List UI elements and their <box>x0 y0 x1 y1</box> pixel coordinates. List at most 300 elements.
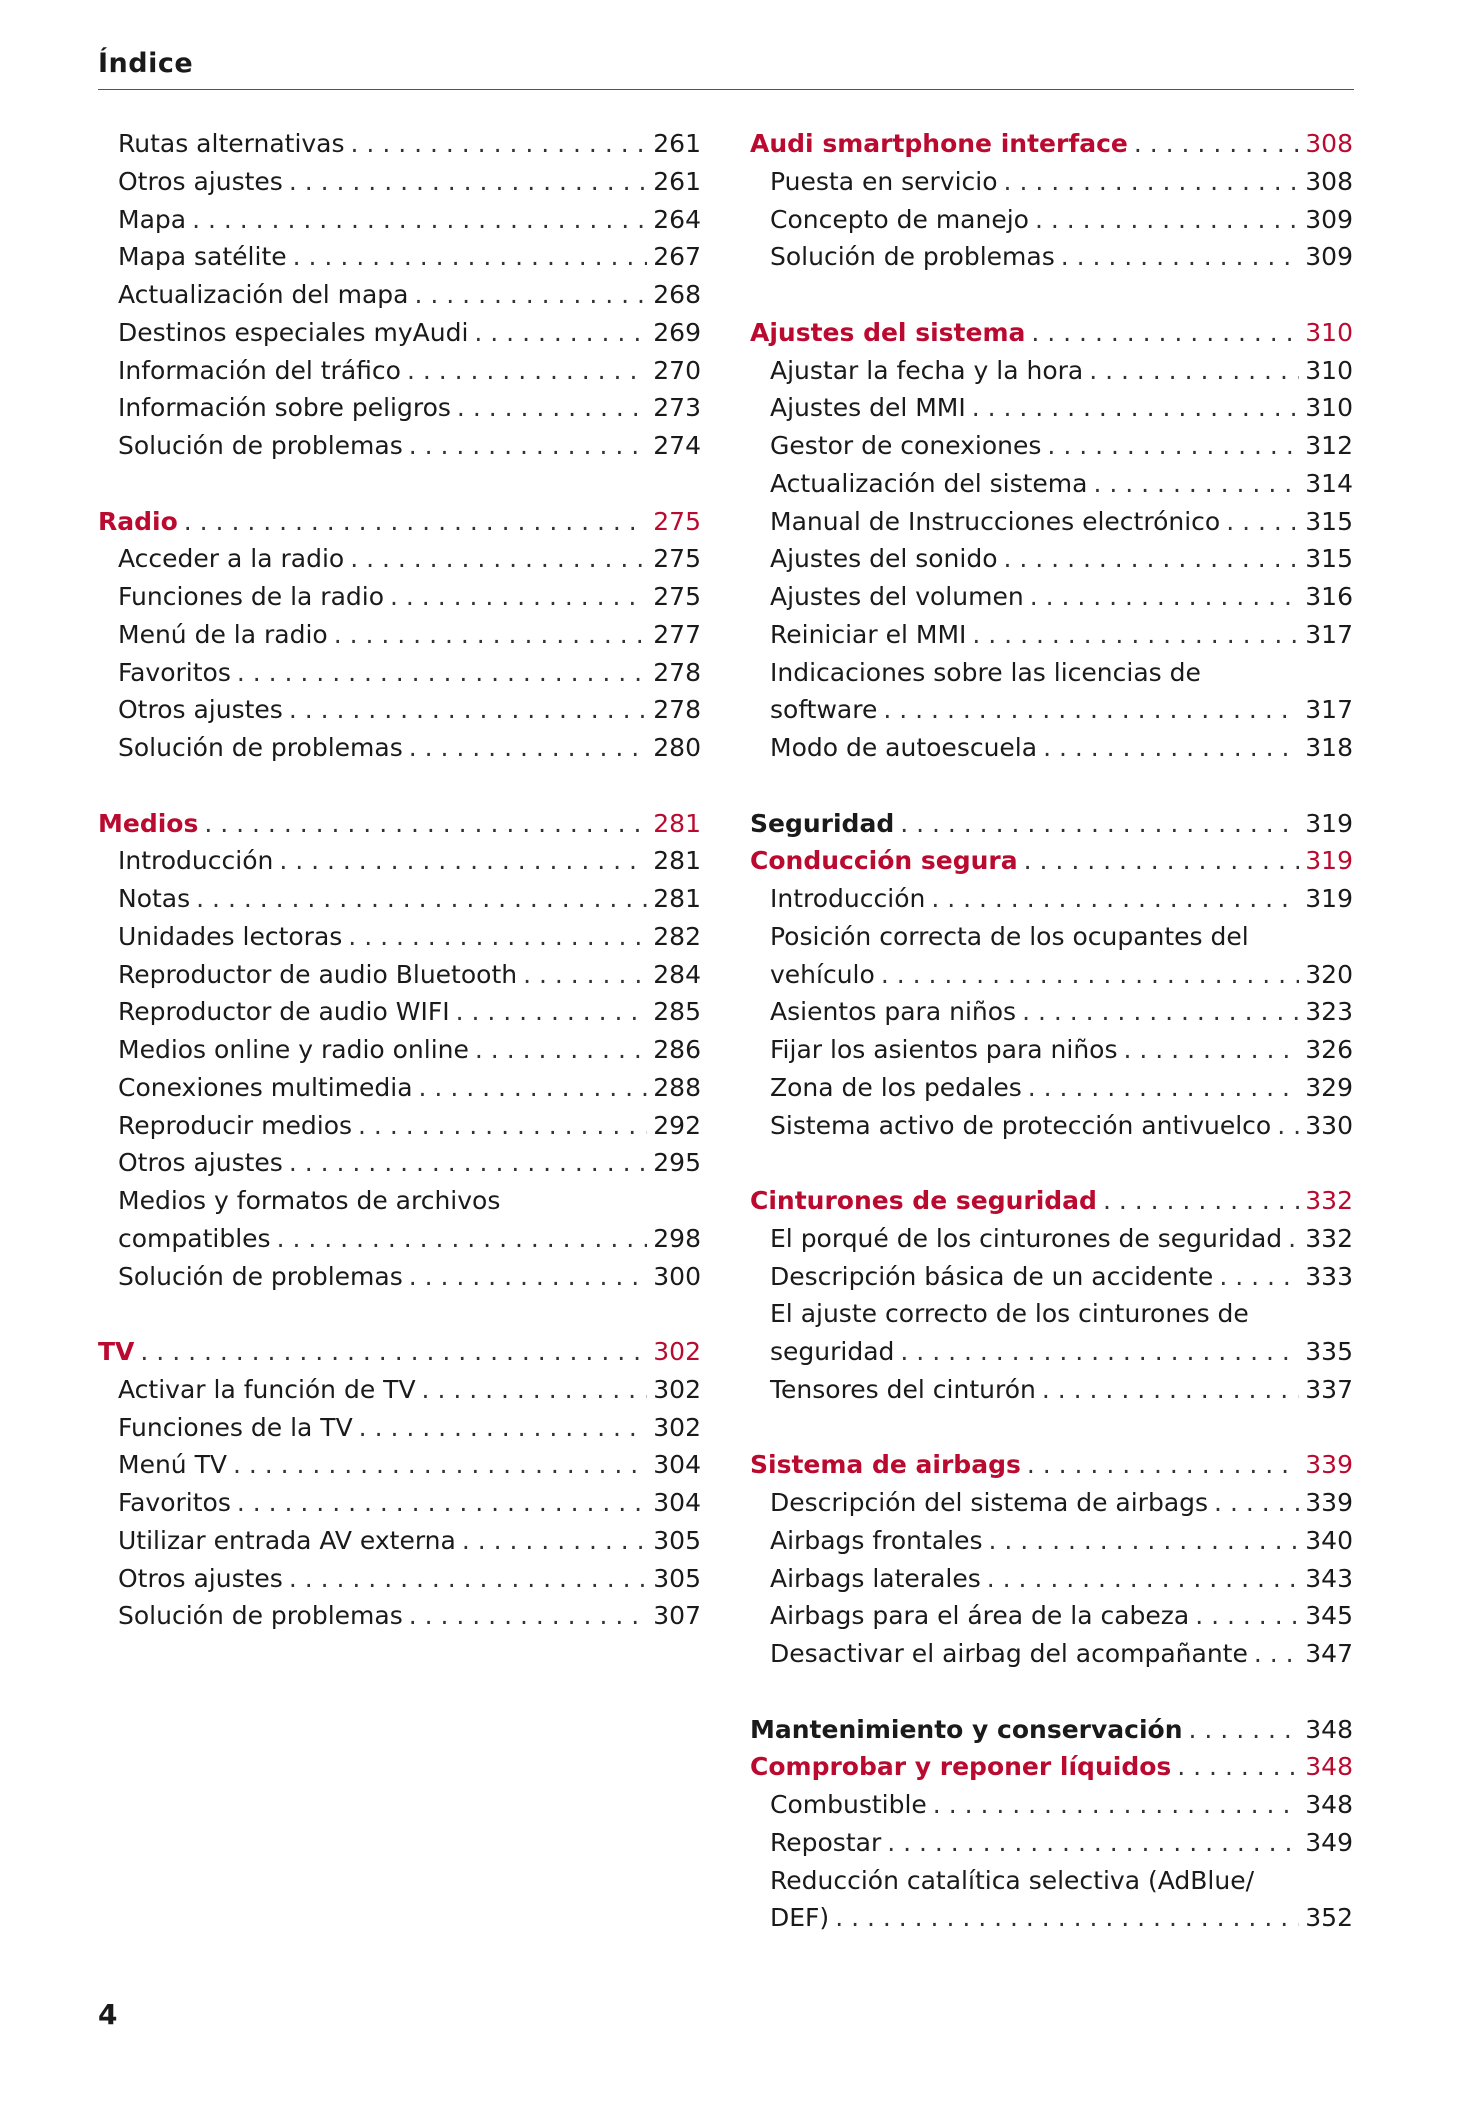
toc-entry[interactable] <box>98 238 701 276</box>
toc-page-number: 319 <box>1305 808 1353 838</box>
dot-leader <box>1042 1371 1299 1409</box>
toc-entry[interactable] <box>98 1371 701 1409</box>
toc-entry[interactable] <box>750 163 1353 201</box>
toc-entry[interactable] <box>98 1069 701 1107</box>
toc-page-number: 352 <box>1305 1903 1353 1933</box>
toc-page-number: 302 <box>653 1374 701 1404</box>
dot-leader <box>409 1258 647 1296</box>
toc-page-number: 323 <box>1305 997 1353 1027</box>
toc-chapter-entry[interactable] <box>98 805 701 843</box>
dot-leader <box>350 540 647 578</box>
toc-page-number: 349 <box>1305 1827 1353 1857</box>
toc-page-number: 339 <box>1305 1450 1353 1480</box>
dot-leader <box>409 729 647 767</box>
toc-entry-title: Descripción del sistema de airbags <box>770 1488 1209 1517</box>
toc-entry[interactable] <box>98 1560 701 1598</box>
dot-leader <box>1061 238 1299 276</box>
toc-entry-title: Mapa satélite <box>118 242 287 272</box>
toc-page-number: 335 <box>1305 1337 1353 1366</box>
spacer <box>98 767 701 805</box>
toc-entry-line[interactable] <box>750 1295 1353 1333</box>
toc-chapter-entry[interactable] <box>750 125 1353 163</box>
toc-entry[interactable] <box>98 691 701 729</box>
spacer <box>750 1409 1353 1447</box>
dot-leader <box>422 1371 647 1409</box>
toc-chapter-entry[interactable] <box>750 1182 1353 1220</box>
spacer <box>750 767 1353 805</box>
dot-leader <box>835 1899 1299 1937</box>
toc-entry[interactable] <box>98 842 701 880</box>
toc-entry[interactable] <box>98 1107 701 1145</box>
toc-entry[interactable] <box>98 1031 701 1069</box>
toc-entry-title: Ajustar la fecha y la hora <box>770 355 1084 385</box>
toc-page-number: 329 <box>1305 1072 1353 1102</box>
toc-entry-title: Favoritos <box>118 1488 231 1517</box>
toc-entry-title: Funciones de la radio <box>118 582 385 611</box>
toc-entry-title: Introducción <box>770 884 926 913</box>
toc-page-number: 281 <box>653 846 701 876</box>
toc-page-number: 317 <box>1305 695 1353 725</box>
toc-page-number: 261 <box>653 129 701 158</box>
toc-entry-title: Concepto de manejo <box>770 204 1029 234</box>
toc-entry-title: Otros ajustes <box>118 695 283 725</box>
toc-entry[interactable] <box>750 1522 1353 1560</box>
toc-entry[interactable] <box>98 956 701 994</box>
toc-entry[interactable] <box>750 1484 1353 1522</box>
toc-page-number: 309 <box>1305 242 1353 272</box>
dot-leader <box>462 1522 647 1560</box>
toc-entry-title: Introducción <box>118 846 274 876</box>
toc-chapter-entry[interactable] <box>750 1446 1353 1484</box>
toc-page-number: 340 <box>1305 1525 1353 1555</box>
toc-page-number: 309 <box>1305 204 1353 234</box>
dot-leader <box>419 1069 647 1107</box>
toc-chapter-entry[interactable] <box>98 503 701 541</box>
dot-leader <box>1089 352 1299 390</box>
dot-leader <box>1004 540 1300 578</box>
toc-page-number: 347 <box>1305 1639 1353 1668</box>
toc-entry-title: Solución de problemas <box>118 431 403 460</box>
toc-entry-title: Menú de la radio <box>118 619 328 649</box>
dot-leader <box>1093 465 1299 503</box>
dot-leader <box>390 578 647 616</box>
dot-leader <box>987 1560 1299 1598</box>
toc-entry[interactable] <box>750 993 1353 1031</box>
toc-entry[interactable] <box>98 1597 701 1635</box>
toc-page-number: 326 <box>1305 1035 1353 1064</box>
toc-column-right <box>750 125 1353 1937</box>
toc-page-number: 343 <box>1305 1563 1353 1593</box>
dot-leader <box>1189 1711 1299 1749</box>
toc-page-number: 319 <box>1305 884 1353 913</box>
toc-entry-title: Destinos especiales myAudi <box>118 317 469 347</box>
toc-entry-title: Ajustes del MMI <box>770 393 966 423</box>
toc-entry[interactable] <box>98 578 701 616</box>
toc-entry[interactable] <box>98 1409 701 1447</box>
toc-page-number: 310 <box>1305 393 1353 423</box>
toc-page-number: 305 <box>653 1563 701 1593</box>
dot-leader <box>900 805 1299 843</box>
toc-entry[interactable] <box>750 1069 1353 1107</box>
toc-page-number: 348 <box>1305 1790 1353 1819</box>
toc-entry-title: Desactivar el airbag del acompañante <box>770 1639 1248 1668</box>
spacer <box>750 276 1353 314</box>
toc-entry[interactable] <box>98 427 701 465</box>
dot-leader <box>204 805 647 843</box>
toc-entry-title: El ajuste correcto de los cinturones de <box>770 1299 1249 1329</box>
dot-leader <box>289 163 647 201</box>
toc-entry-title: Reproducir medios <box>118 1110 353 1140</box>
toc-entry[interactable] <box>98 163 701 201</box>
toc-page-number: 281 <box>653 808 701 838</box>
toc-section-entry[interactable] <box>750 805 1353 843</box>
toc-entry-title: Medios online y radio online <box>118 1035 469 1064</box>
dot-leader <box>334 616 647 654</box>
toc-entry-title: Otros ajustes <box>118 1563 283 1593</box>
toc-page-number: 277 <box>653 619 701 649</box>
toc-page-number: 312 <box>1305 431 1353 460</box>
dot-leader <box>887 1824 1299 1862</box>
toc-page-number: 282 <box>653 921 701 951</box>
dot-leader <box>196 880 647 918</box>
toc-entry[interactable] <box>750 352 1353 390</box>
dot-leader <box>1277 1107 1299 1145</box>
toc-entry[interactable] <box>750 1560 1353 1598</box>
toc-entry-title: Mapa <box>118 204 187 234</box>
toc-page-number: 278 <box>653 657 701 687</box>
toc-page-number: 310 <box>1305 317 1353 347</box>
dot-leader <box>1031 314 1299 352</box>
toc-entry-title: Airbags frontales <box>770 1525 983 1555</box>
dot-leader <box>289 1144 647 1182</box>
dot-leader <box>233 1446 647 1484</box>
dot-leader <box>289 691 647 729</box>
dot-leader <box>279 842 647 880</box>
toc-entry-title: Manual de Instrucciones electrónico <box>770 506 1221 536</box>
toc-entry-line[interactable] <box>750 1862 1353 1900</box>
dot-leader <box>348 918 647 956</box>
dot-leader <box>972 616 1299 654</box>
dot-leader <box>1022 993 1299 1031</box>
toc-page-number: 300 <box>653 1261 701 1291</box>
toc-page-number: 304 <box>653 1450 701 1480</box>
toc-entry[interactable] <box>98 125 701 163</box>
toc-page-number: 330 <box>1305 1110 1353 1140</box>
toc-chapter-entry[interactable] <box>750 1748 1353 1786</box>
toc-page-number: 264 <box>653 204 701 234</box>
toc-entry[interactable] <box>98 1446 701 1484</box>
toc-entry[interactable] <box>750 201 1353 239</box>
toc-entry-title: Reproductor de audio WIFI <box>118 997 450 1027</box>
toc-entry[interactable] <box>750 1786 1353 1824</box>
dot-leader <box>881 956 1299 994</box>
toc-entry-title: TV <box>98 1337 135 1366</box>
dot-leader <box>184 503 647 541</box>
toc-page-number: 332 <box>1305 1223 1353 1253</box>
toc-section-entry[interactable] <box>750 1711 1353 1749</box>
toc-entry-line[interactable] <box>98 1182 701 1220</box>
toc-chapter-entry[interactable] <box>98 1333 701 1371</box>
dot-leader <box>409 1597 647 1635</box>
toc-page-number: 308 <box>1305 166 1353 196</box>
dot-leader <box>237 1484 647 1522</box>
toc-entry-line[interactable] <box>750 918 1353 956</box>
dot-leader <box>523 956 647 994</box>
toc-entry[interactable] <box>750 1824 1353 1862</box>
dot-leader <box>900 1333 1299 1371</box>
toc-entry-title: Fijar los asientos para niños <box>770 1035 1118 1064</box>
toc-entry-title: Solución de problemas <box>118 1601 403 1631</box>
toc-entry-title: compatibles <box>118 1223 271 1253</box>
toc-entry[interactable] <box>98 654 701 692</box>
toc-entry[interactable] <box>98 201 701 239</box>
toc-entry-title: Solución de problemas <box>118 1261 403 1291</box>
toc-entry[interactable] <box>750 1333 1353 1371</box>
toc-entry-title: Puesta en servicio <box>770 166 998 196</box>
toc-page-number: 315 <box>1305 506 1353 536</box>
dot-leader <box>933 1786 1299 1824</box>
toc-page-number: 280 <box>653 733 701 762</box>
dot-leader <box>1226 503 1299 541</box>
toc-page-number: 298 <box>653 1223 701 1253</box>
toc-entry-title: Información sobre peligros <box>118 393 451 423</box>
toc-entry-title: Actualización del sistema <box>770 468 1088 498</box>
toc-entry[interactable] <box>750 389 1353 427</box>
toc-page-number: 284 <box>653 959 701 989</box>
toc-entry-title: Reducción catalítica selectiva (AdBlue/ <box>770 1865 1255 1895</box>
toc-entry[interactable] <box>750 1635 1353 1673</box>
toc-page-number: 302 <box>653 1412 701 1442</box>
toc-entry[interactable] <box>98 918 701 956</box>
dot-leader <box>1134 125 1299 163</box>
toc-page-number: 295 <box>653 1148 701 1178</box>
toc-page-number: 333 <box>1305 1261 1353 1291</box>
toc-entry-title: Sistema de airbags <box>750 1450 1021 1480</box>
toc-entry-title: Unidades lectoras <box>118 921 343 951</box>
toc-page-number: 305 <box>653 1525 701 1555</box>
spacer <box>98 465 701 503</box>
toc-page-number: 348 <box>1305 1752 1353 1782</box>
dot-leader <box>1024 842 1299 880</box>
toc-entry[interactable] <box>98 276 701 314</box>
toc-entry[interactable] <box>750 956 1353 994</box>
toc-entry-title: Gestor de conexiones <box>770 431 1042 460</box>
toc-page-number: 332 <box>1305 1186 1353 1215</box>
toc-page-number: 268 <box>653 280 701 309</box>
toc-page-number: 339 <box>1305 1488 1353 1517</box>
toc-entry[interactable] <box>750 503 1353 541</box>
toc-entry[interactable] <box>98 1220 701 1258</box>
toc-page-number: 288 <box>653 1072 701 1102</box>
toc-page-number: 275 <box>653 544 701 574</box>
toc-entry[interactable] <box>750 880 1353 918</box>
dot-leader <box>1288 1220 1299 1258</box>
toc-entry-title: Seguridad <box>750 808 895 838</box>
toc-entry-title: Sistema activo de protección antivuelco <box>770 1110 1272 1140</box>
toc-entry[interactable] <box>750 729 1353 767</box>
toc-entry-title: Favoritos <box>118 657 231 687</box>
toc-entry-title: Modo de autoescuela <box>770 733 1038 762</box>
toc-entry-title: Ajustes del sistema <box>750 317 1026 347</box>
toc-page-number: 270 <box>653 355 701 385</box>
spacer <box>98 1295 701 1333</box>
toc-page-number: 285 <box>653 997 701 1027</box>
toc-entry-title: Notas <box>118 884 191 913</box>
dot-leader <box>457 389 647 427</box>
toc-page-number: 314 <box>1305 468 1353 498</box>
dot-leader <box>409 427 647 465</box>
toc-entry-title: El porqué de los cinturones de seguridad <box>770 1223 1283 1253</box>
toc-entry[interactable] <box>750 540 1353 578</box>
toc-entry-title: Descripción básica de un accidente <box>770 1261 1214 1291</box>
dot-leader <box>1124 1031 1300 1069</box>
toc-entry[interactable] <box>98 314 701 352</box>
toc-entry[interactable] <box>750 1258 1353 1296</box>
dot-leader <box>192 201 647 239</box>
toc-entry-title: Otros ajustes <box>118 166 283 196</box>
dot-leader <box>931 880 1299 918</box>
dot-leader <box>1195 1597 1299 1635</box>
toc-entry[interactable] <box>98 1484 701 1522</box>
toc-entry-title: Acceder a la radio <box>118 544 345 574</box>
toc-page-number: 261 <box>653 166 701 196</box>
toc-page-number: 319 <box>1305 846 1353 876</box>
page-number: 4 <box>98 1998 118 2031</box>
toc-entry-title: Combustible <box>770 1790 927 1819</box>
toc-entry[interactable] <box>750 465 1353 503</box>
dot-leader <box>140 1333 647 1371</box>
toc-entry-title: Actualización del mapa <box>118 280 409 309</box>
dot-leader <box>293 238 647 276</box>
dot-leader <box>1219 1258 1299 1296</box>
toc-entry-title: Tensores del cinturón <box>770 1374 1036 1404</box>
dot-leader <box>289 1560 647 1598</box>
toc-entry[interactable] <box>750 427 1353 465</box>
toc-entry-title: software <box>770 695 878 725</box>
dot-leader <box>1030 578 1299 616</box>
dot-leader <box>456 993 647 1031</box>
toc-entry-title: Reiniciar el MMI <box>770 619 967 649</box>
toc-chapter-entry[interactable] <box>750 842 1353 880</box>
toc-entry[interactable] <box>750 1031 1353 1069</box>
dot-leader <box>237 654 647 692</box>
dot-leader <box>1103 1182 1299 1220</box>
toc-entry[interactable] <box>750 1220 1353 1258</box>
toc-entry-title: Conexiones multimedia <box>118 1072 413 1102</box>
toc-entry[interactable] <box>98 540 701 578</box>
toc-page-number: 320 <box>1305 959 1353 989</box>
dot-leader <box>989 1522 1300 1560</box>
toc-entry-title: Información del tráfico <box>118 355 401 385</box>
toc-entry[interactable] <box>750 1107 1353 1145</box>
toc-entry-title: Posición correcta de los ocupantes del <box>770 921 1249 951</box>
toc-entry-title: Rutas alternativas <box>118 129 345 158</box>
toc-page-number: 307 <box>653 1601 701 1631</box>
toc-entry-title: Ajustes del sonido <box>770 544 998 574</box>
toc-entry[interactable] <box>98 1258 701 1296</box>
toc-page-number: 315 <box>1305 544 1353 574</box>
toc-entry-title: Activar la función de TV <box>118 1374 416 1404</box>
toc-entry[interactable] <box>750 1899 1353 1937</box>
toc-entry[interactable] <box>750 691 1353 729</box>
toc-page-number: 318 <box>1305 733 1353 762</box>
toc-page-number: 310 <box>1305 355 1353 385</box>
toc-entry-line[interactable] <box>750 654 1353 692</box>
toc-entry[interactable] <box>750 1371 1353 1409</box>
toc-entry[interactable] <box>98 616 701 654</box>
toc-entry[interactable] <box>98 993 701 1031</box>
toc-page-number: 269 <box>653 317 701 347</box>
toc-page-number: 267 <box>653 242 701 272</box>
dot-leader <box>474 314 647 352</box>
toc-entry-title: Cinturones de seguridad <box>750 1186 1097 1215</box>
toc-page-number: 281 <box>653 884 701 913</box>
toc-entry-title: Utilizar entrada AV externa <box>118 1525 456 1555</box>
toc-entry-title: Conducción segura <box>750 846 1018 876</box>
toc-page-number: 273 <box>653 393 701 423</box>
toc-entry-title: Zona de los pedales <box>770 1072 1022 1102</box>
dot-leader <box>351 125 647 163</box>
toc-entry[interactable] <box>750 616 1353 654</box>
toc-entry[interactable] <box>750 238 1353 276</box>
toc-entry-title: Audi smartphone interface <box>750 129 1128 158</box>
toc-page-number: 337 <box>1305 1374 1353 1404</box>
toc-entry-title: DEF) <box>770 1903 830 1933</box>
toc-page-number: 278 <box>653 695 701 725</box>
dot-leader <box>972 389 1299 427</box>
toc-entry[interactable] <box>750 578 1353 616</box>
toc-entry[interactable] <box>750 1597 1353 1635</box>
spacer <box>750 1144 1353 1182</box>
toc-entry-title: Asientos para niños <box>770 997 1017 1027</box>
toc-page-number: 304 <box>653 1488 701 1517</box>
toc-entry-title: Radio <box>98 506 178 536</box>
toc-entry-title: seguridad <box>770 1337 895 1366</box>
toc-entry-title: Solución de problemas <box>770 242 1055 272</box>
toc-page-number: 345 <box>1305 1601 1353 1631</box>
dot-leader <box>407 352 647 390</box>
toc-entry[interactable] <box>98 729 701 767</box>
toc-entry[interactable] <box>98 1522 701 1560</box>
toc-entry-title: Funciones de la TV <box>118 1412 353 1442</box>
dot-leader <box>1254 1635 1299 1673</box>
dot-leader <box>1177 1748 1299 1786</box>
dot-leader <box>358 1107 647 1145</box>
toc-page-number: 286 <box>653 1035 701 1064</box>
toc-page-number: 275 <box>653 506 701 536</box>
toc-entry-title: vehículo <box>770 959 875 989</box>
toc-entry[interactable] <box>98 352 701 390</box>
toc-entry-title: Solución de problemas <box>118 733 403 762</box>
toc-entry-title: Comprobar y reponer líquidos <box>750 1752 1172 1782</box>
toc-page-number: 348 <box>1305 1714 1353 1744</box>
toc-entry-title: Airbags laterales <box>770 1563 981 1593</box>
dot-leader <box>1027 1446 1299 1484</box>
toc-entry[interactable] <box>98 389 701 427</box>
toc-page-number: 292 <box>653 1110 701 1140</box>
toc-entry[interactable] <box>98 880 701 918</box>
dot-leader <box>1043 729 1299 767</box>
toc-entry[interactable] <box>98 1144 701 1182</box>
toc-page-number: 316 <box>1305 582 1353 611</box>
dot-leader <box>1028 1069 1299 1107</box>
toc-chapter-entry[interactable] <box>750 314 1353 352</box>
toc-page-number: 274 <box>653 431 701 460</box>
dot-leader <box>475 1031 647 1069</box>
toc-page-number: 317 <box>1305 619 1353 649</box>
dot-leader <box>415 276 648 314</box>
toc-entry-title: Medios y formatos de archivos <box>118 1186 501 1215</box>
